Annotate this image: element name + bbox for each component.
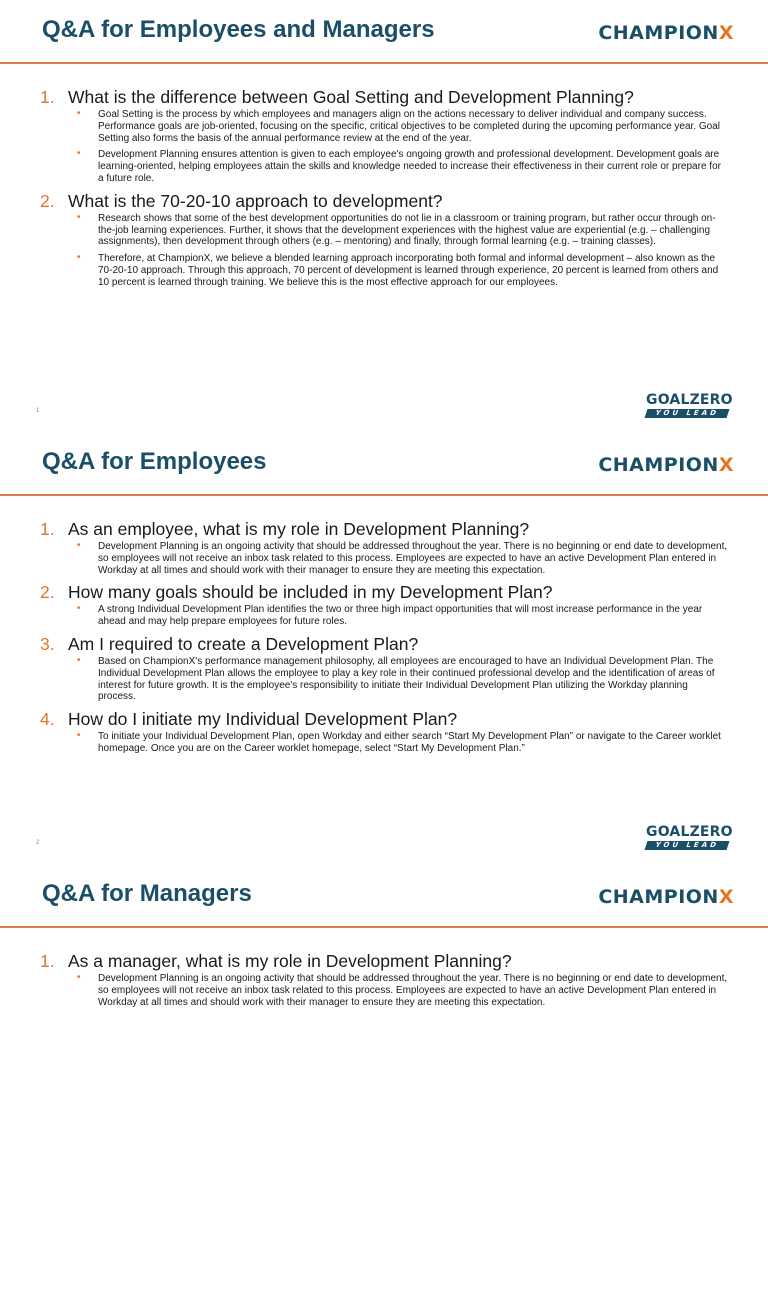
question-heading xyxy=(40,190,728,212)
answer-bullet: • Goal Setting is the process by which employees and managers align on the actions necessary to deliver individual and company success. Performance goals are job-oriented, focusing on the specific, critical objectives to be completed during the upcoming performance year. Goal Setting also forms the basis of the annual performance review at the end of the year. xyxy=(98,109,728,144)
page-number: 1 xyxy=(36,408,40,414)
answer-list xyxy=(40,604,728,628)
slide-1 xyxy=(0,0,768,432)
question-number: 1. xyxy=(40,87,55,107)
question-number: 1. xyxy=(40,951,55,971)
question-number: 3. xyxy=(40,633,55,654)
logo-text: CHAMPION xyxy=(598,22,719,44)
question-number: 2. xyxy=(40,190,55,211)
logo-x-mark: X xyxy=(718,454,734,476)
slide-title: Q&A for Employees and Managers xyxy=(42,16,435,43)
question-text: What is the difference between Goal Setting and Development Planning? xyxy=(68,87,634,107)
goalzero-tagline: YOU LEAD xyxy=(645,841,730,850)
question-list xyxy=(40,86,728,289)
slide-content xyxy=(40,950,728,1013)
page-number: 2 xyxy=(36,840,40,846)
title-divider xyxy=(0,62,768,64)
championx-logo xyxy=(598,454,734,476)
question-text: How many goals should be included in my Development Plan? xyxy=(68,582,553,603)
question-number: 2. xyxy=(40,582,55,603)
answer-list xyxy=(40,731,728,755)
answer-bullet: • A strong Individual Development Plan identifies the two or three high impact opportunities that will most increase performance in the year ahead and may help prepare employees for future roles. xyxy=(98,604,728,628)
answer-bullet: • Therefore, at ChampionX, we believe a blended learning approach incorporating both formal and informal development – also known as the 70-20-10 approach. Through this approach, 70 percent of development is learned through experience, 20 percent is learned from others and 10 percent is learned through training. We believe this is the most effective approach for our employees. xyxy=(98,253,728,288)
answer-bullet: • Research shows that some of the best development opportunities do not lie in a classroom or training program, but rather occur through on-the-job learning experiences. Further, it shows that the development experiences with the highest value are experiential (e.g. – challenging assignments), then development through others (e.g. – mentoring) and finally, through formal learning (e.g. – training classes). xyxy=(98,213,728,248)
answer-bullet: • Development Planning is an ongoing activity that should be addressed throughout the year. There is no beginning or end date to development, so employees will not receive an inbox task related to this process. Employees are expected to have an active Development Plan entered in Workday at all times and should work with their manager to ensure they are meeting this expectation. xyxy=(98,541,728,576)
question-heading xyxy=(40,708,728,730)
logo-x-mark: X xyxy=(718,886,734,908)
goalzero-tagline: YOU LEAD xyxy=(645,409,730,418)
answer-list xyxy=(40,109,728,185)
championx-logo xyxy=(598,22,734,44)
question-text: As an employee, what is my role in Development Planning? xyxy=(68,519,530,539)
question-heading xyxy=(40,581,728,603)
question-text: As a manager, what is my role in Development Planning? xyxy=(68,951,512,971)
answer-list xyxy=(40,541,728,576)
question-item xyxy=(40,581,728,628)
question-text: How do I initiate my Individual Development Plan? xyxy=(68,709,458,730)
logo-text: CHAMPION xyxy=(598,454,719,476)
question-number: 1. xyxy=(40,519,55,539)
answer-list xyxy=(40,656,728,703)
goalzero-logo xyxy=(646,824,733,850)
goalzero-logo-text: GOALZERO xyxy=(646,392,733,408)
question-list xyxy=(40,518,728,755)
slide-content xyxy=(40,518,728,760)
question-number: 4. xyxy=(40,709,55,730)
logo-text: CHAMPION xyxy=(598,886,719,908)
question-item xyxy=(40,190,728,289)
title-divider xyxy=(0,926,768,928)
answer-list xyxy=(40,213,728,289)
question-heading xyxy=(40,950,728,972)
slide-2 xyxy=(0,432,768,864)
question-item xyxy=(40,518,728,576)
answer-list xyxy=(40,973,728,1008)
answer-bullet: • Development Planning is an ongoing activity that should be addressed throughout the year. There is no beginning or end date to development, so employees will not receive an inbox task related to this process. Employees are expected to have an active Development Plan entered in Workday at all times and should work with their manager to ensure they are meeting this expectation. xyxy=(98,973,728,1008)
logo-x-mark: X xyxy=(718,22,734,44)
question-heading xyxy=(40,633,728,655)
question-text: What is the 70-20-10 approach to development? xyxy=(68,190,443,211)
slide-content xyxy=(40,86,728,294)
question-text: Am I required to create a Development Plan? xyxy=(68,633,419,654)
question-heading xyxy=(40,86,728,108)
slide-3 xyxy=(0,864,768,1296)
question-item xyxy=(40,950,728,1008)
title-divider xyxy=(0,494,768,496)
answer-bullet: • Based on ChampionX's performance management philosophy, all employees are encouraged to have an Individual Development Plan. The Individual Development Plan allows the employee to play a key role in their continued professional develop and the identification of areas of interest for future growth. It is the employee's responsibility to initiate their Individual Development Plan utilizing the Workday planning process. xyxy=(98,656,728,703)
answer-bullet: • Development Planning ensures attention is given to each employee's ongoing growth and professional development. Development goals are learning-oriented, helping employees attain the skills and knowledge needed to increase their effectiveness in their current role or prepare for a future role. xyxy=(98,149,728,184)
goalzero-logo xyxy=(646,392,733,418)
question-item xyxy=(40,633,728,703)
championx-logo xyxy=(598,886,734,908)
question-item xyxy=(40,708,728,755)
question-list xyxy=(40,950,728,1008)
slide-title: Q&A for Employees xyxy=(42,448,267,475)
answer-bullet: • To initiate your Individual Development Plan, open Workday and either search “Start My Development Plan” or navigate to the Career worklet homepage. Once you are on the Career worklet homepage, select “Start My Development Plan.” xyxy=(98,731,728,755)
question-item xyxy=(40,86,728,185)
question-heading xyxy=(40,518,728,540)
goalzero-logo-text: GOALZERO xyxy=(646,824,733,840)
slide-title: Q&A for Managers xyxy=(42,880,252,907)
